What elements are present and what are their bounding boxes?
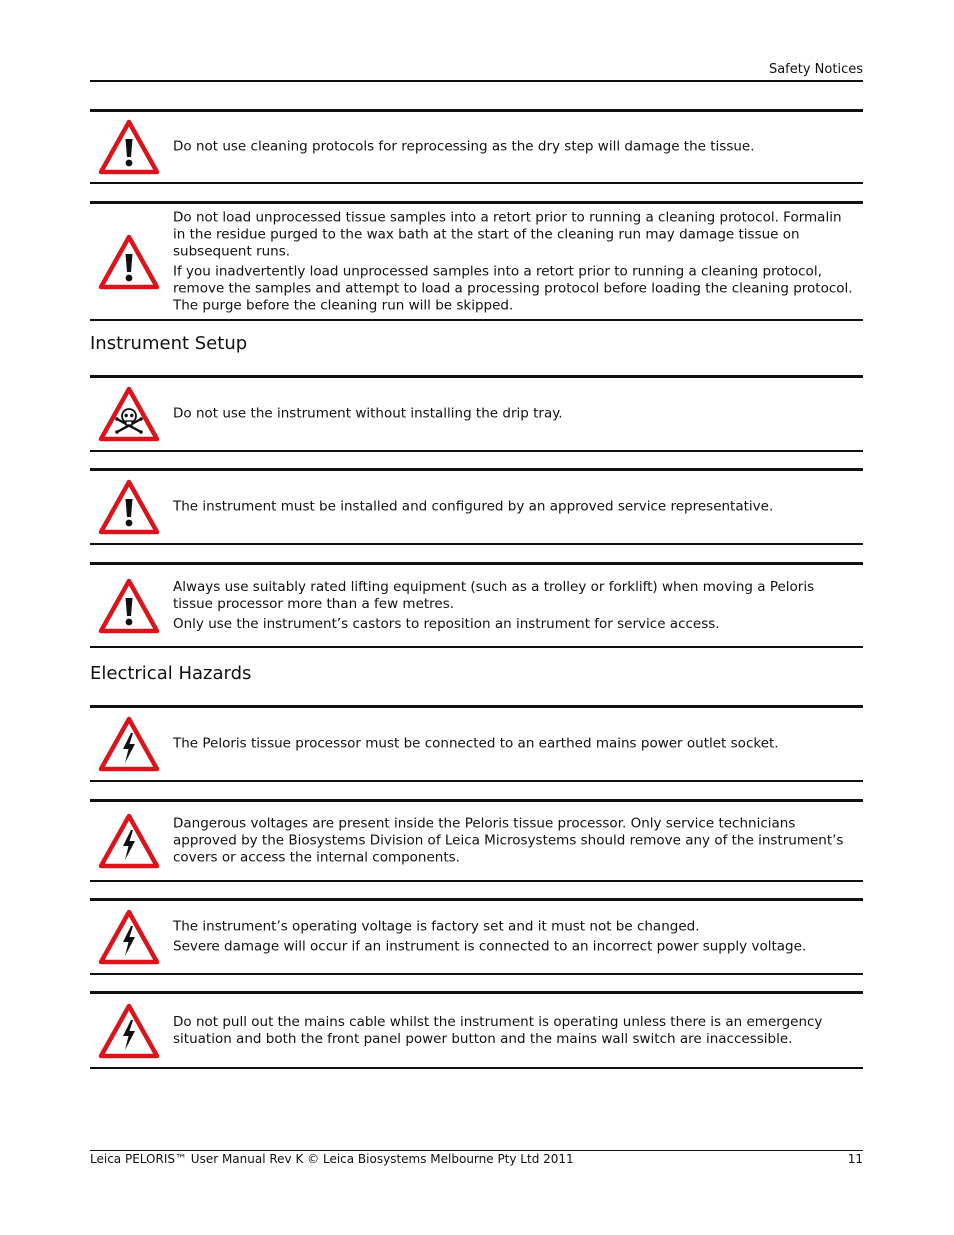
notice-paragraph: Dangerous voltages are present inside the Peloris tissue processor. Only service technicians approved by the Biosystems Division of Leica Microsystems should remove any of the instrument’s covers or access the internal components. [173, 815, 844, 866]
notice-text [173, 736, 857, 753]
warning-exclamation-icon [98, 479, 160, 535]
notice-paragraph: Do not use the instrument without installing the drip tray. [173, 405, 563, 422]
notice-paragraph: Do not use cleaning protocols for reprocessing as the dry step will damage the tissue. [173, 138, 755, 155]
section-heading-instrument-setup: Instrument Setup [90, 333, 248, 354]
notice-paragraph: Do not load unprocessed tissue samples into a retort prior to running a cleaning protocol. Formalin in the residue purged to the wax bath at the start of the cleaning run may damage tissue on subsequent runs. [173, 209, 842, 259]
electrical-hazard-icon [98, 813, 160, 869]
header-rule [90, 80, 863, 82]
notice-9 [90, 991, 863, 1069]
notice-1 [90, 109, 863, 184]
notice-text [173, 209, 857, 314]
notice-text [173, 499, 857, 516]
toxic-skull-icon [98, 386, 160, 442]
notice-text [173, 139, 857, 156]
footer-copyright: Leica PELORIS™ User Manual Rev K © Leica Biosystems Melbourne Pty Ltd 2011 [90, 1152, 574, 1166]
notice-text [173, 579, 857, 633]
notice-7 [90, 799, 863, 882]
page-number: 11 [847, 1152, 863, 1166]
notice-2 [90, 201, 863, 321]
notice-paragraph: If you inadvertently load unprocessed samples into a retort prior to running a cleaning protocol, remove the samples and attempt to load a processing protocol before loading the cleaning protocol. The purge before the cleaning run will be skipped. [173, 263, 853, 313]
notice-text [173, 406, 857, 423]
notice-6 [90, 705, 863, 782]
notice-8 [90, 898, 863, 975]
electrical-hazard-icon [98, 716, 160, 772]
notice-text [173, 919, 857, 956]
electrical-hazard-icon [98, 1003, 160, 1059]
notice-text [173, 816, 857, 867]
header-section-title: Safety Notices [768, 62, 863, 77]
notice-paragraph: The instrument’s operating voltage is factory set and it must not be changed. [173, 918, 700, 935]
notice-paragraph: Severe damage will occur if an instrument is connected to an incorrect power supply voltage. [173, 938, 807, 955]
notice-3 [90, 375, 863, 452]
warning-exclamation-icon [98, 119, 160, 175]
warning-exclamation-icon [98, 578, 160, 634]
notice-paragraph: Always use suitably rated lifting equipment (such as a trolley or forklift) when moving a Peloris tissue processor more than a few metres. [173, 578, 815, 612]
notice-paragraph: The Peloris tissue processor must be connected to an earthed mains power outlet socket. [173, 735, 779, 752]
notice-text [173, 1014, 857, 1048]
notice-paragraph: Do not pull out the mains cable whilst the instrument is operating unless there is an emergency situation and both the front panel power button and the mains wall switch are inaccessible. [173, 1013, 823, 1047]
notice-paragraph: The instrument must be installed and configured by an approved service representative. [173, 498, 774, 515]
notice-paragraph: Only use the instrument’s castors to reposition an instrument for service access. [173, 615, 720, 632]
footer-rule [90, 1150, 863, 1151]
warning-exclamation-icon [98, 234, 160, 290]
electrical-hazard-icon [98, 909, 160, 965]
notice-5 [90, 562, 863, 648]
section-heading-electrical-hazards: Electrical Hazards [90, 663, 252, 684]
notice-4 [90, 468, 863, 545]
